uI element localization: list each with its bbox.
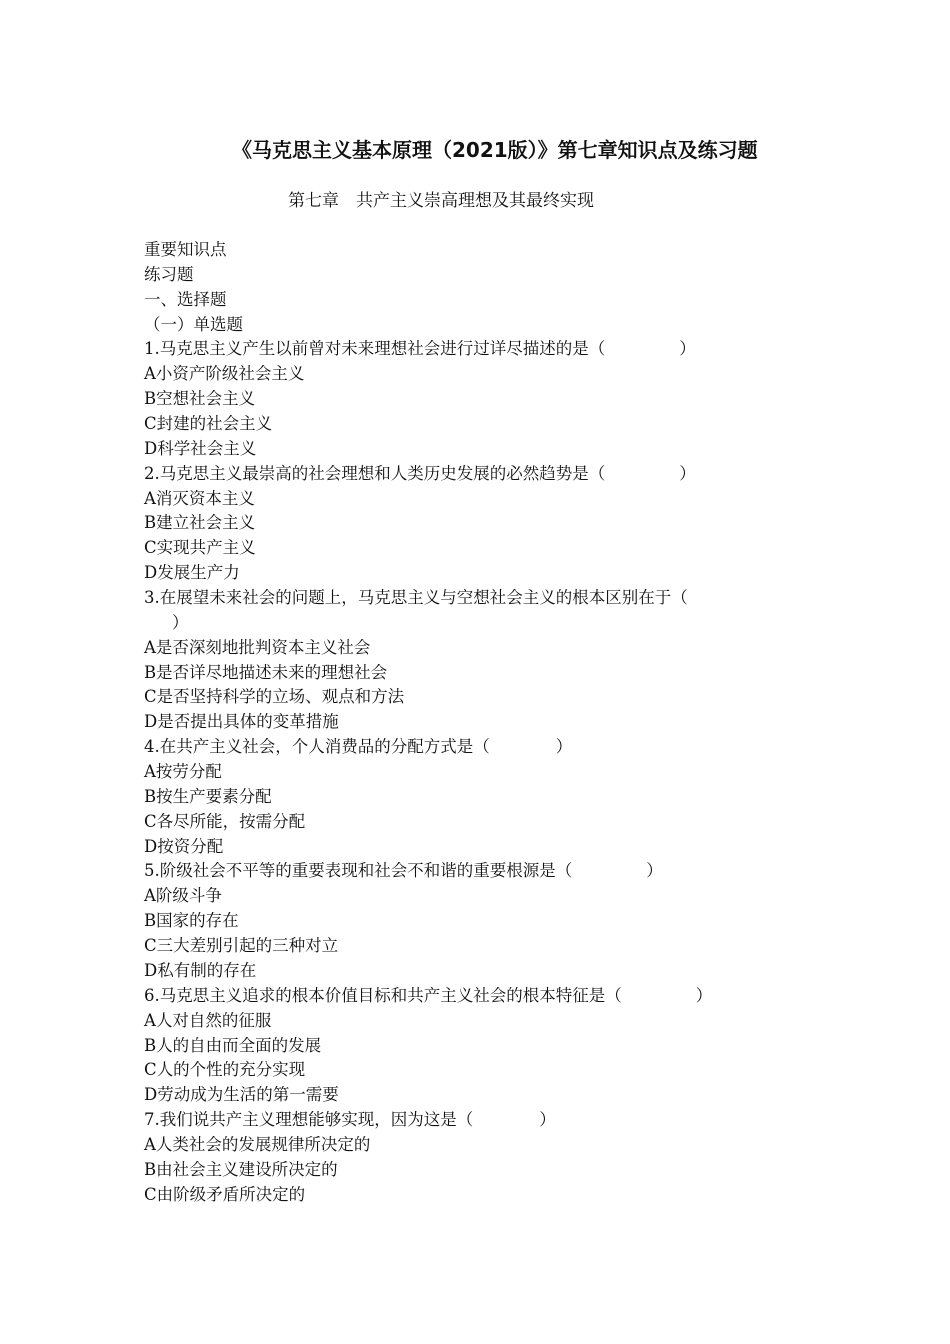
question-option: A人类社会的发展规律所决定的 [144, 1134, 371, 1154]
question-option: A人对自然的征服 [144, 1010, 272, 1030]
question-stem: 1.马克思主义产生以前曾对未来理想社会进行过详尽描述的是（ ） [144, 339, 696, 359]
question-option: C由阶级矛盾所决定的 [144, 1184, 306, 1204]
question-option: D发展生产力 [144, 563, 240, 583]
question-option: C三大差别引起的三种对立 [144, 936, 339, 956]
question-option: B建立社会主义 [144, 513, 256, 533]
question-stem: 6.马克思主义追求的根本价值目标和共产主义社会的根本特征是（ ） [144, 985, 713, 1005]
document-title: 《马克思主义基本原理（2021版）》第七章知识点及练习题 [232, 138, 758, 162]
question-option: D私有制的存在 [144, 960, 257, 980]
section-knowledge-points: 重要知识点 [144, 240, 227, 259]
section-multiple-choice: 一、选择题 [144, 289, 227, 309]
question-option: D是否提出具体的变革措施 [144, 712, 339, 732]
question-option: C封建的社会主义 [144, 414, 273, 434]
question-option: A按劳分配 [144, 762, 222, 782]
question-option: A是否深刻地批判资本主义社会 [144, 637, 371, 657]
question-option: B人的自由而全面的发展 [144, 1035, 322, 1055]
question-option: A小资产阶级社会主义 [144, 364, 305, 384]
chapter-heading: 第七章 共产主义崇高理想及其最终实现 [288, 191, 594, 211]
question-option: B空想社会主义 [144, 389, 256, 409]
question-stem: 4.在共产主义社会，个人消费品的分配方式是（ ） [144, 737, 573, 757]
question-stem: 5.阶级社会不平等的重要表现和社会不和谐的重要根源是（ ） [144, 861, 663, 881]
question-option: D劳动成为生活的第一需要 [144, 1085, 339, 1105]
question-option: B按生产要素分配 [144, 786, 272, 806]
question-option: A消灭资本主义 [144, 488, 255, 508]
question-stem: 2.马克思主义最崇高的社会理想和人类历史发展的必然趋势是（ ） [144, 463, 696, 483]
question-option: C各尽所能，按需分配 [144, 811, 306, 831]
question-option: B国家的存在 [144, 911, 239, 931]
section-single-choice: （一）单选题 [144, 314, 243, 334]
question-stem: 3.在展望未来社会的问题上，马克思主义与空想社会主义的根本区别在于（ [144, 588, 688, 608]
question-option: A阶级斗争 [144, 886, 222, 906]
question-stem: 7.我们说共产主义理想能够实现，因为这是（ ） [144, 1110, 556, 1130]
question-stem-close: ） [172, 612, 189, 632]
question-option: D科学社会主义 [144, 438, 257, 458]
question-option: B由社会主义建设所决定的 [144, 1159, 338, 1179]
question-option: C实现共产主义 [144, 538, 256, 558]
question-option: B是否详尽地描述未来的理想社会 [144, 662, 388, 682]
document-body [144, 238, 804, 1208]
section-exercises: 练习题 [144, 264, 194, 284]
question-option: D按资分配 [144, 836, 224, 856]
question-option: C是否坚持科学的立场、观点和方法 [144, 687, 405, 707]
question-option: C人的个性的充分实现 [144, 1060, 306, 1080]
